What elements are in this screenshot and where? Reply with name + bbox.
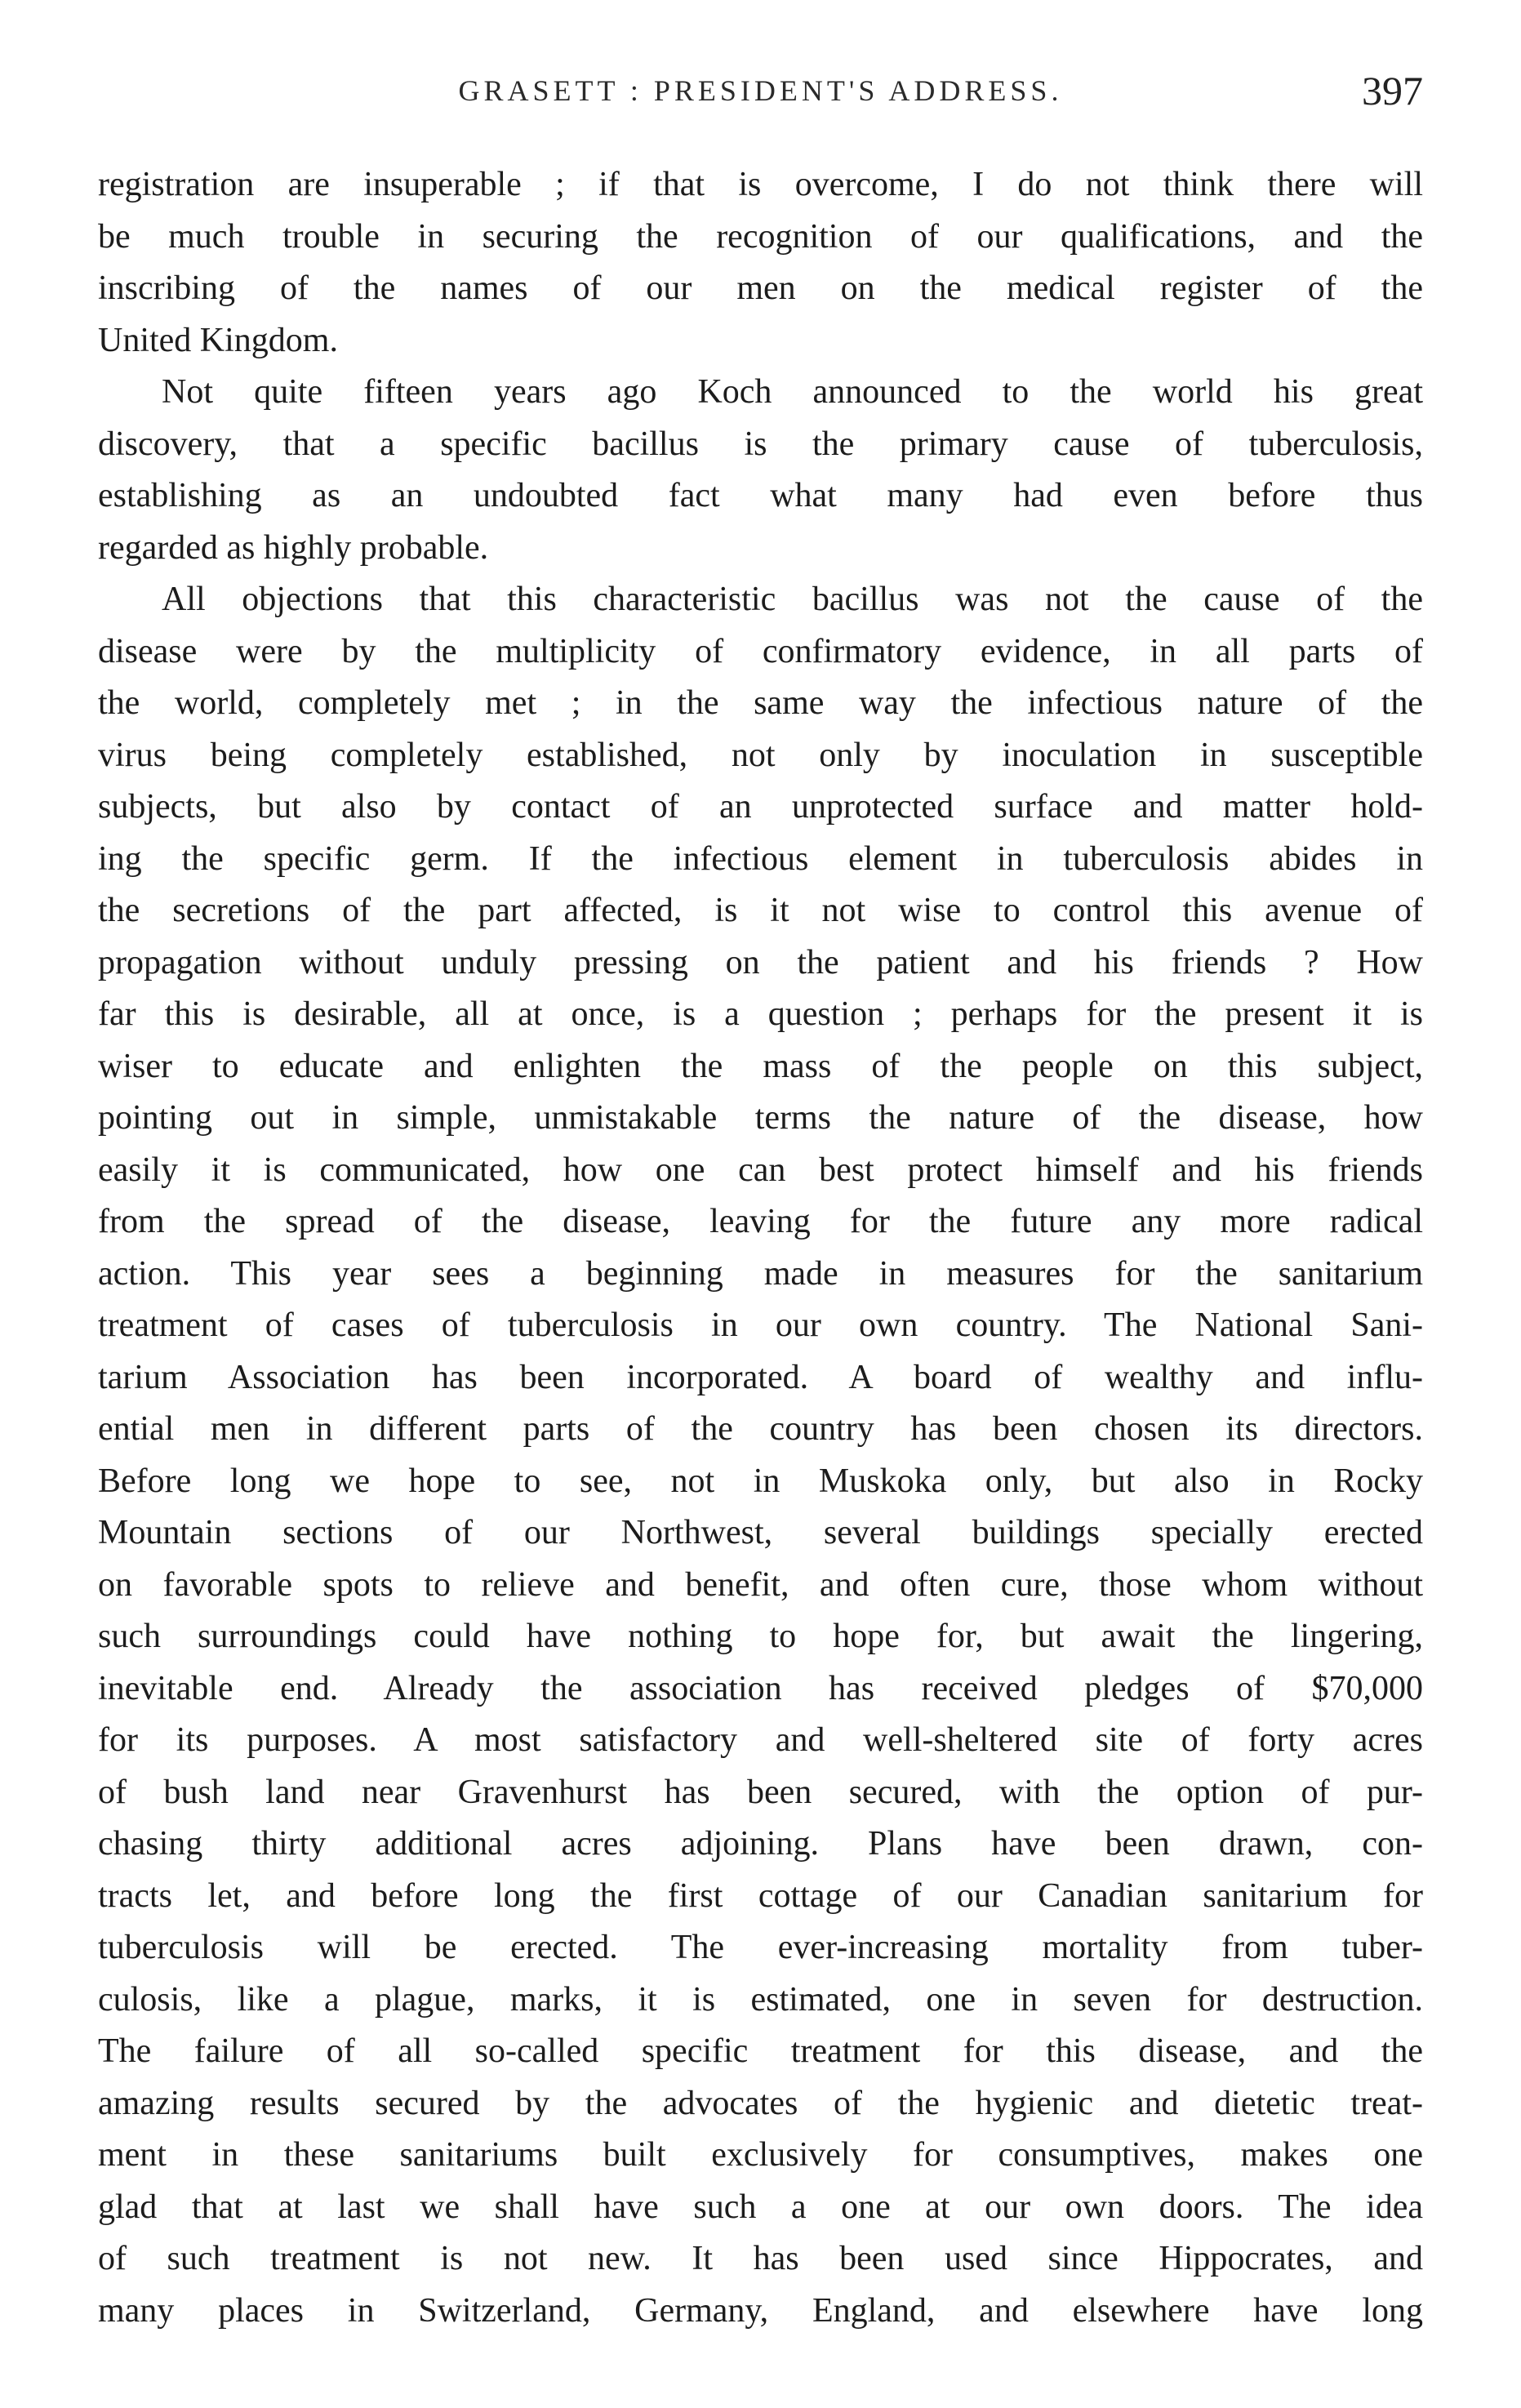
text-line: many places in Switzerland, Germany, England, and elsewhere have long bbox=[98, 2291, 1423, 2330]
text-line: The failure of all so-called specific treatment for this disease, and the bbox=[98, 2032, 1423, 2070]
text-line: discovery, that a specific bacillus is the primary cause of tuberculosis, bbox=[98, 425, 1423, 463]
text-line: easily it is communicated, how one can best protect himself and his friends bbox=[98, 1151, 1423, 1189]
text-line: far this is desirable, all at once, is a question ; perhaps for the present it is bbox=[98, 995, 1423, 1033]
paragraph bbox=[98, 159, 1423, 367]
text-line: from the spread of the disease, leaving for the future any more radical bbox=[98, 1203, 1423, 1240]
paragraph bbox=[98, 574, 1423, 2337]
text-line: registration are insuperable ; if that is overcome, I do not think there will bbox=[98, 166, 1423, 203]
text-line: establishing as an undoubted fact what many had even before thus bbox=[98, 477, 1423, 514]
text-line: ing the specific germ. If the infectious element in tuberculosis abides in bbox=[98, 839, 1423, 878]
text-line: action. This year sees a beginning made in measures for the sanitarium bbox=[98, 1254, 1423, 1293]
text-line: subjects, but also by contact of an unprotected surface and matter hold- bbox=[98, 788, 1423, 826]
text-line: inscribing of the names of our men on the medical register of the bbox=[98, 269, 1423, 307]
text-line: glad that at last we shall have such a one at our own doors. The idea bbox=[98, 2188, 1423, 2226]
text-line: Before long we hope to see, not in Muskoka only, but also in Rocky bbox=[98, 1462, 1423, 1500]
text-line: All objections that this characteristic bacillus was not the cause of the bbox=[162, 581, 1423, 618]
text-line: amazing results secured by the advocates of the hygienic and dietetic treat- bbox=[98, 2084, 1423, 2122]
text-line: ential men in different parts of the country has been chosen its directors. bbox=[98, 1410, 1423, 1448]
text-line: for its purposes. A most satisfactory and well-sheltered site of forty acres bbox=[98, 1721, 1423, 1759]
body-text bbox=[98, 159, 1423, 2337]
text-line: disease were by the multiplicity of confirmatory evidence, in all parts of bbox=[98, 632, 1423, 670]
text-line: propagation without unduly pressing on the patient and his friends ? How bbox=[98, 943, 1423, 981]
page-number: 397 bbox=[1362, 68, 1423, 114]
text-line: such surroundings could have nothing to hope for, but await the lingering, bbox=[98, 1618, 1423, 1655]
text-line: culosis, like a plague, marks, it is estimated, one in seven for destruction. bbox=[98, 1980, 1423, 2019]
text-line: on favorable spots to relieve and benefit, and often cure, those whom without bbox=[98, 1565, 1423, 1604]
text-line: be much trouble in securing the recognition of our qualifications, and the bbox=[98, 217, 1423, 256]
text-line: chasing thirty additional acres adjoining. Plans have been drawn, con- bbox=[98, 1825, 1423, 1863]
text-line: virus being completely established, not only by inoculation in susceptible bbox=[98, 736, 1423, 774]
running-head bbox=[98, 67, 1423, 124]
text-line: Mountain sections of our Northwest, several buildings specially erected bbox=[98, 1514, 1423, 1551]
text-line: treatment of cases of tuberculosis in our own country. The National Sani- bbox=[98, 1306, 1423, 1344]
running-title: GRASETT : PRESIDENT'S ADDRESS. bbox=[458, 74, 1063, 107]
text-line: pointing out in simple, unmistakable terms the nature of the disease, how bbox=[98, 1099, 1423, 1137]
text-line: the secretions of the part affected, is it not wise to control this avenue of bbox=[98, 892, 1423, 929]
text-line: tuberculosis will be erected. The ever-increasing mortality from tuber- bbox=[98, 1929, 1423, 1966]
text-line: wiser to educate and enlighten the mass of the people on this subject, bbox=[98, 1047, 1423, 1085]
text-line: Not quite fifteen years ago Koch announced to the world his great bbox=[162, 373, 1423, 411]
text-line: tracts let, and before long the first cottage of our Canadian sanitarium for bbox=[98, 1876, 1423, 1915]
text-line: of such treatment is not new. It has been used since Hippocrates, and bbox=[98, 2240, 1423, 2277]
text-line: tarium Association has been incorporated. A board of wealthy and influ- bbox=[98, 1358, 1423, 1396]
paragraph bbox=[98, 367, 1423, 574]
text-line: ment in these sanitariums built exclusively for consumptives, makes one bbox=[98, 2136, 1423, 2174]
text-line: regarded as highly probable. bbox=[98, 528, 489, 567]
text-line: United Kingdom. bbox=[98, 321, 338, 359]
text-line: the world, completely met ; in the same way the infectious nature of the bbox=[98, 684, 1423, 722]
text-line: of bush land near Gravenhurst has been secured, with the option of pur- bbox=[98, 1773, 1423, 1811]
text-line: inevitable end. Already the association has received pledges of $70,000 bbox=[98, 1669, 1423, 1707]
